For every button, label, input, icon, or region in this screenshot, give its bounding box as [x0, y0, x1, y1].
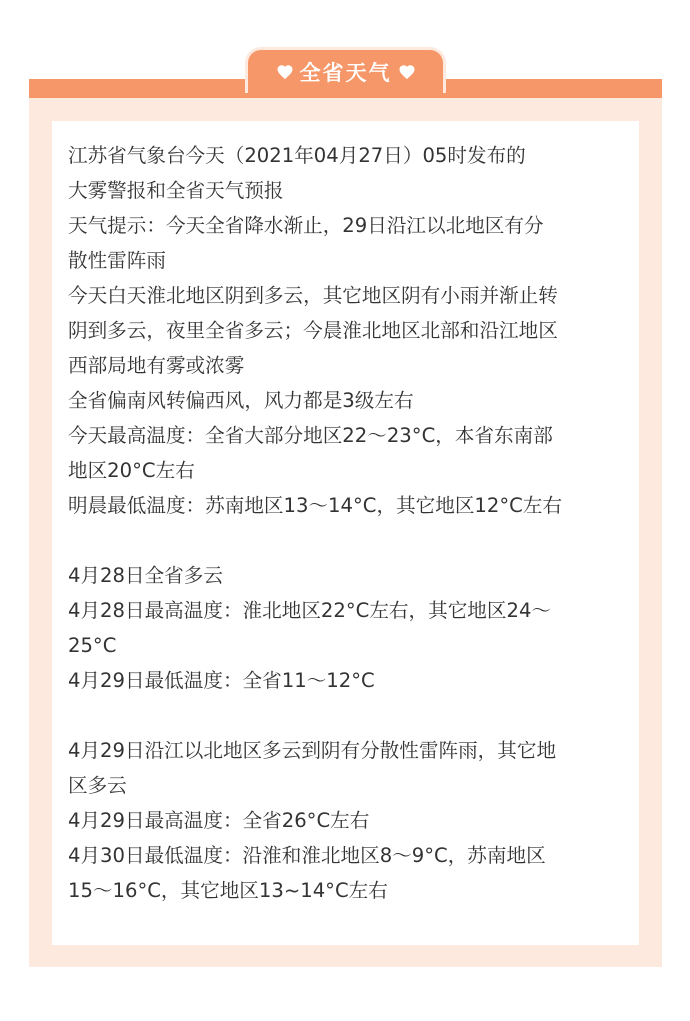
- text-line: 地区20°C左右: [68, 459, 195, 482]
- text-line: 4月28日全省多云: [68, 564, 223, 587]
- text-line: 天气提示：今天全省降水渐止，29日沿江以北地区有分: [68, 214, 544, 237]
- text-line: 明晨最低温度：苏南地区13～14°C，其它地区12°C左右: [68, 494, 563, 517]
- heart-icon: [398, 63, 416, 81]
- paragraph-gap: [68, 698, 623, 733]
- text-line: 散性雷阵雨: [68, 249, 166, 272]
- text-line: 4月30日最低温度：沿淮和淮北地区8～9°C，苏南地区: [68, 844, 546, 867]
- text-line: 江苏省气象台今天（2021年04月27日）05时发布的: [68, 144, 526, 167]
- text-line: 4月29日最低温度：全省11～12°C: [68, 669, 375, 692]
- paragraph-gap: [68, 523, 623, 558]
- heart-icon: [276, 63, 294, 81]
- text-line: 西部局地有雾或浓雾: [68, 354, 245, 377]
- forecast-card: [52, 121, 639, 945]
- text-line: 25°C: [68, 634, 117, 657]
- section-title-tab: [245, 47, 446, 93]
- text-line: 4月28日最高温度：淮北地区22°C左右，其它地区24～: [68, 599, 552, 622]
- text-line: 区多云: [68, 774, 127, 797]
- text-line: 4月29日沿江以北地区多云到阴有分散性雷阵雨，其它地: [68, 739, 557, 762]
- text-line: 大雾警报和全省天气预报: [68, 179, 284, 202]
- text-line: 4月29日最高温度：全省26°C左右: [68, 809, 370, 832]
- text-line: 阴到多云，夜里全省多云；今晨淮北地区北部和沿江地区: [68, 319, 558, 342]
- section-title: 全省天气: [299, 60, 392, 85]
- text-line: 今天白天淮北地区阴到多云，其它地区阴有小雨并渐止转: [68, 284, 558, 307]
- text-line: 全省偏南风转偏西风，风力都是3级左右: [68, 389, 414, 412]
- text-line: 15～16°C，其它地区13~14°C左右: [68, 879, 388, 902]
- text-line: 今天最高温度：全省大部分地区22～23°C，本省东南部: [68, 424, 553, 447]
